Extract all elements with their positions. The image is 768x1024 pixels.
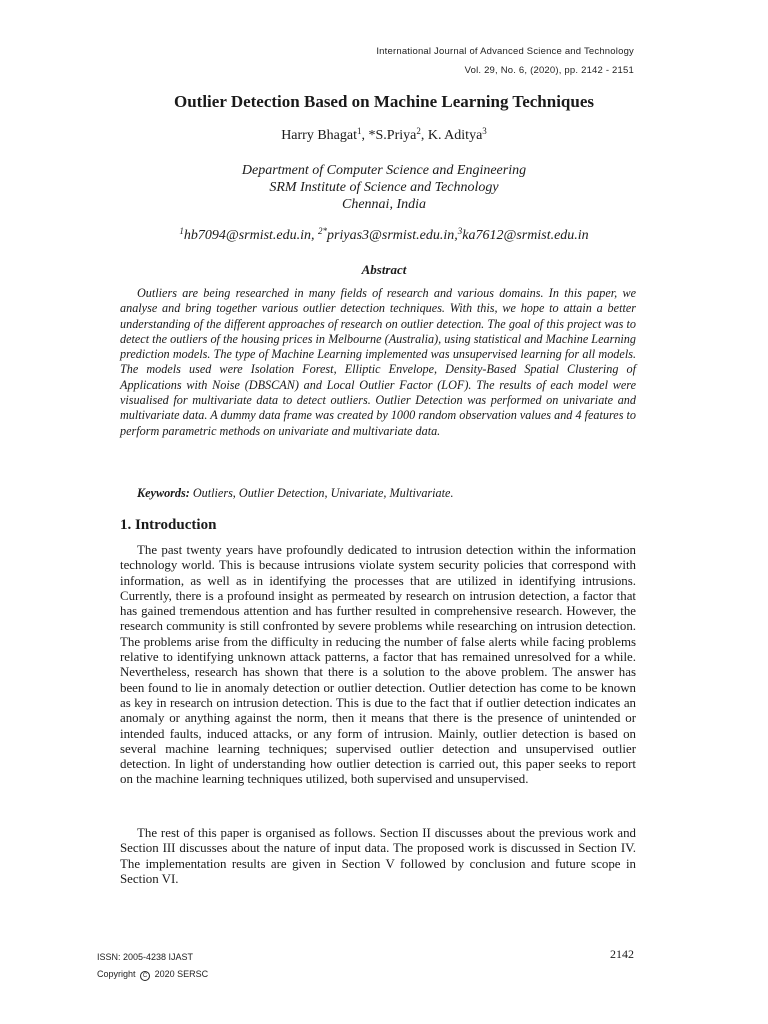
volume-info: Vol. 29, No. 6, (2020), pp. 2142 - 2151: [464, 65, 634, 76]
email-sup: 2*: [318, 226, 328, 236]
keywords: [137, 486, 637, 501]
copyright: [97, 969, 208, 981]
author-list: [0, 128, 768, 144]
copyright-icon: C: [140, 971, 150, 981]
introduction-heading: 1. Introduction: [120, 517, 217, 533]
author-sep: ,: [361, 128, 369, 143]
copyright-prefix: Copyright: [97, 969, 136, 979]
author-emails: [0, 228, 768, 244]
abstract-text: Outliers are being researched in many fields of research and various domains. In this paper, we analyse and bring together various outlier detection techniques. With this, we hope to attain a better understanding of the different approaches of research on outlier detection. The goal of this project was to detect the outliers of the housing prices in Melbourne (Australia), using statistical and Machine Learning prediction models. The type of Machine Learning implemented was unsupervised learning for all models. The models used were Isolation Forest, Elliptic Envelope, Density-Based Spatial Clustering of Applications with Noise (DBSCAN) and Local Outlier Factor (LOF). The results of each model were visualised for multivariate data to detect outliers. Outlier Detection was performed on univariate and multivariate data. A dummy data frame was created by 1000 random observation values and 4 features to perform parametric methods on univariate and multivariate data.: [120, 286, 636, 438]
author-sup: 3: [482, 126, 487, 136]
affiliation-department: Department of Computer Science and Engineering: [241, 163, 527, 178]
author-name: K. Aditya: [427, 128, 483, 143]
issn: ISSN: 2005-4238 IJAST: [97, 952, 194, 962]
author-sep: ,: [420, 128, 428, 143]
paper-title: Outlier Detection Based on Machine Learning Techniques: [174, 92, 594, 111]
journal-name: International Journal of Advanced Science and Technology: [376, 46, 634, 57]
introduction-paragraph-2: The rest of this paper is organised as follows. Section II discusses about the previous work and Section III discusses about the nature of input data. The proposed work is discussed in Section IV. The implementation results are given in Section V followed by conclusion and future scope in Section VI.: [120, 826, 636, 886]
email-sup: 1: [179, 226, 184, 236]
keywords-label: Keywords:: [137, 486, 190, 500]
introduction-paragraph-1: The past twenty years have profoundly dedicated to intrusion detection within the information technology world. This is because intrusions violate system security policies that correspond with information, as well as in identifying the processes that are utilized in identifying intrusions. Currently, there is a profound insight as permeated by research on intrusion detection, a factor that has gained tremendous attention and has further resulted in comprehensive research. However, the research community is still confronted by severe problems while researching on intrusion detection. The problems arise from the difficulty in reducing the number of false alerts while facing problems relative to identifying unknown attack patterns, a factor that has remained unresolved for a while. Nevertheless, research has shown that there is a solution to the above problem. The answer has been found to lie in anomaly detection or outlier detection. Outlier detection has come to be known as key in research on intrusion detection. This is due to the fact that if outlier detection indicates an anomaly or anything against the norm, then it means that there is the presence of unintended or intended faults, induced attacks, or any form of intrusion. Mainly, outlier detection is based on several machine learning techniques; supervised outlier detection and unsupervised outlier detection. In light of understanding how outlier detection is carried out, this paper seeks to report on the machine learning techniques utilized, both supervised and unsupervised.: [120, 543, 636, 787]
author-sup: 2: [416, 126, 421, 136]
affiliation: [0, 162, 768, 213]
keywords-text: Outliers, Outlier Detection, Univariate, Multivariate.: [192, 486, 454, 500]
email-address[interactable]: ka7612@srmist.edu.in: [462, 228, 589, 243]
abstract-heading: Abstract: [361, 262, 407, 277]
affiliation-location: Chennai, India: [342, 197, 426, 212]
author-sup: 1: [357, 126, 362, 136]
email-address[interactable]: priyas3@srmist.edu.in,: [327, 228, 458, 243]
author-name: *S.Priya: [368, 128, 417, 143]
author-name: Harry Bhagat: [281, 128, 357, 143]
page-number: 2142: [610, 947, 634, 961]
copyright-suffix: 2020 SERSC: [154, 969, 209, 979]
email-sup: 3: [457, 226, 463, 236]
email-address[interactable]: hb7094@srmist.edu.in,: [183, 228, 315, 243]
affiliation-institute: SRM Institute of Science and Technology: [269, 180, 499, 195]
